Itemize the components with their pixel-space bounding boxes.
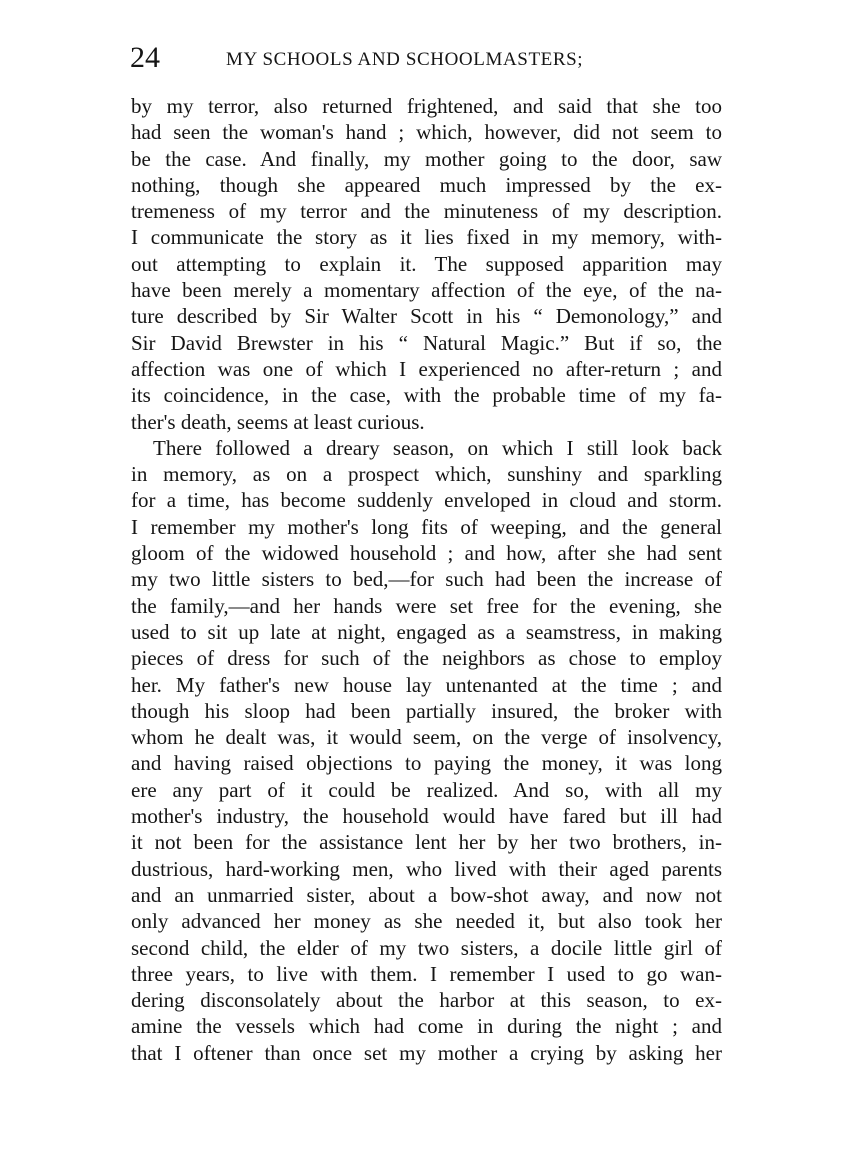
running-title: MY SCHOOLS AND SCHOOLMASTERS;: [226, 49, 584, 70]
text-line: and an unmarried sister, about a bow-shot away, and now not: [131, 882, 722, 907]
text-line: I communicate the story as it lies fixed in my memory, with-: [131, 225, 722, 250]
body-text: [131, 93, 722, 1066]
text-line: dering disconsolately about the harbor at this season, to ex-: [131, 988, 722, 1013]
text-line: that I oftener than once set my mother a crying by asking her: [131, 1040, 722, 1065]
text-line: my two little sisters to bed,—for such had been the increase of: [131, 567, 722, 592]
text-line: tremeness of my terror and the minuteness of my description.: [131, 199, 722, 224]
text-line: second child, the elder of my two sisters, a docile little girl of: [131, 935, 722, 960]
text-line: whom he dealt was, it would seem, on the verge of insolvency,: [131, 725, 722, 750]
text-line: her. My father's new house lay untenanted at the time ; and: [131, 672, 722, 697]
paragraph-start-line: There followed a dreary season, on which I still look back: [153, 435, 722, 460]
text-line: mother's industry, the household would have fared but ill had: [131, 804, 722, 829]
text-line: I remember my mother's long fits of weeping, and the general: [131, 514, 722, 539]
text-line: it not been for the assistance lent her by her two brothers, in-: [131, 830, 722, 855]
text-line: nothing, though she appeared much impressed by the ex-: [131, 172, 722, 197]
running-head: [130, 40, 720, 80]
text-line: ere any part of it could be realized. And so, with all my: [131, 777, 722, 802]
text-line: amine the vessels which had come in during the night ; and: [131, 1014, 722, 1039]
text-line: out attempting to explain it. The supposed apparition may: [131, 251, 722, 276]
text-line: gloom of the widowed household ; and how, after she had sent: [131, 541, 722, 566]
page-number: 24: [130, 41, 160, 74]
text-line: for a time, has become suddenly enveloped in cloud and storm.: [131, 488, 722, 513]
text-line: only advanced her money as she needed it, but also took her: [131, 909, 722, 934]
text-line: Sir David Brewster in his “ Natural Magic.” But if so, the: [131, 330, 722, 355]
text-line: its coincidence, in the case, with the probable time of my fa-: [131, 383, 722, 408]
text-line: and having raised objections to paying the money, it was long: [131, 751, 722, 776]
text-line: pieces of dress for such of the neighbors as chose to employ: [131, 646, 722, 671]
text-line: had seen the woman's hand ; which, however, did not seem to: [131, 120, 722, 145]
text-line: dustrious, hard-working men, who lived with their aged parents: [131, 856, 722, 881]
paragraph-end-line: ther's death, seems at least curious.: [131, 409, 425, 434]
text-line: in memory, as on a prospect which, sunshiny and sparkling: [131, 462, 722, 487]
text-line: used to sit up late at night, engaged as a seamstress, in making: [131, 619, 722, 644]
text-line: be the case. And finally, my mother going to the door, saw: [131, 146, 722, 171]
text-line: affection was one of which I experienced no after-return ; and: [131, 356, 722, 381]
text-line: ture described by Sir Walter Scott in his “ Demonology,” and: [131, 304, 722, 329]
text-line: though his sloop had been partially insured, the broker with: [131, 698, 722, 723]
text-line: have been merely a momentary affection of the eye, of the na-: [131, 278, 722, 303]
text-line: three years, to live with them. I remember I used to go wan-: [131, 961, 722, 986]
text-line: by my terror, also returned frightened, and said that she too: [131, 94, 722, 118]
text-line: the family,—and her hands were set free for the evening, she: [131, 593, 722, 618]
